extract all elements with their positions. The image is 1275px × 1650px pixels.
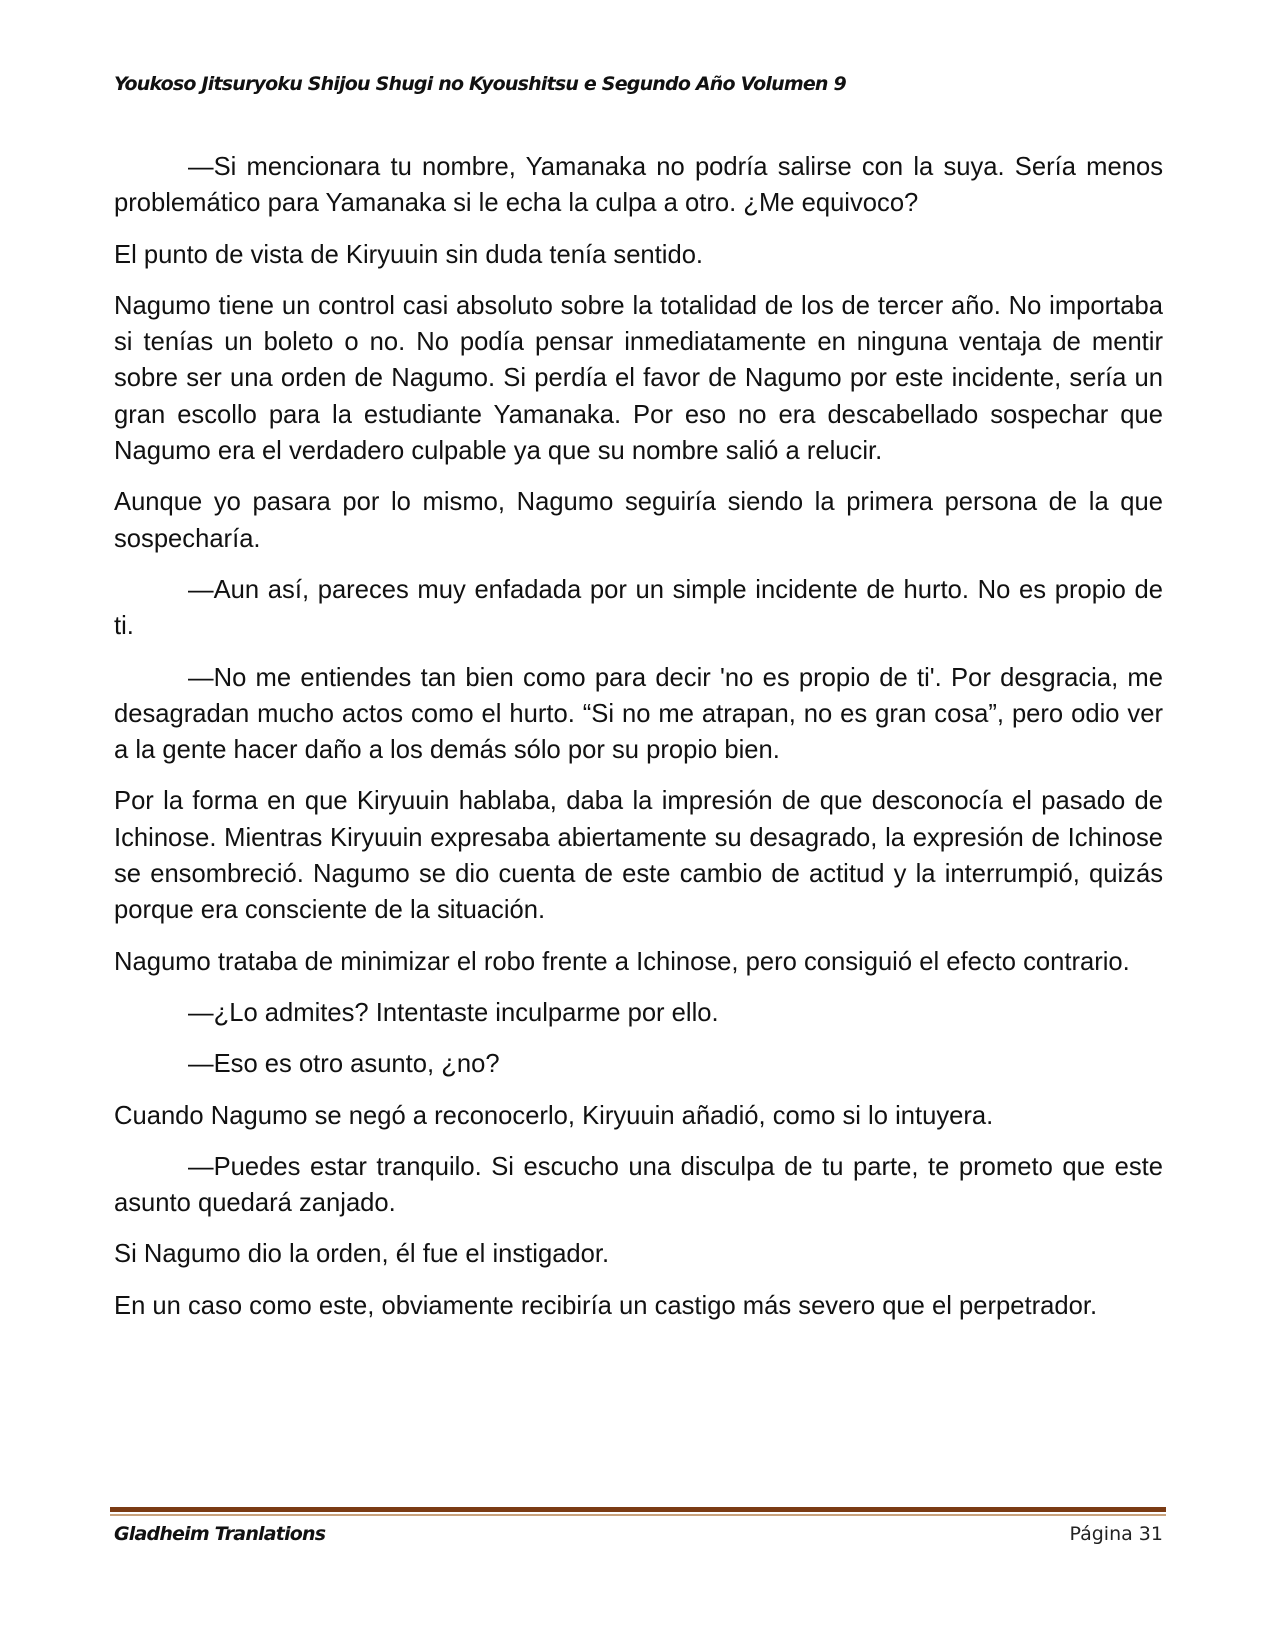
paragraph: —Puedes estar tranquilo. Si escucho una disculpa de tu parte, te prometo que este asunto quedará zanjado.: [114, 1152, 1163, 1218]
footer-rule-thin: [110, 1514, 1166, 1516]
page-body: [114, 149, 1163, 1339]
running-header: Youkoso Jitsuryoku Shijou Shugi no Kyoushitsu e Segundo Año Volumen 9: [114, 73, 846, 95]
page-number: Página 31: [1069, 1523, 1163, 1545]
paragraph: —Aun así, pareces muy enfadada por un simple incidente de hurto. No es propio de ti.: [114, 575, 1163, 641]
paragraph: —Eso es otro asunto, ¿no?: [188, 1050, 500, 1079]
paragraph: Por la forma en que Kiryuuin hablaba, daba la impresión de que desconocía el pasado de Ichinose. Mientras Kiryuuin expresaba abiertamente su desagrado, la expresión de Ichinose se ensombreció. Nagumo se dio cuenta de este cambio de actitud y la interrumpió, quizás porque era consciente de la situación.: [114, 787, 1163, 925]
paragraph: —¿Lo admites? Intentaste inculparme por ello.: [188, 998, 719, 1027]
paragraph: Cuando Nagumo se negó a reconocerlo, Kiryuuin añadió, como si lo intuyera.: [114, 1101, 994, 1130]
footer-publisher: Gladheim Tranlations: [114, 1523, 326, 1545]
paragraph: Aunque yo pasara por lo mismo, Nagumo seguiría siendo la primera persona de la que sospecharía.: [114, 488, 1163, 553]
paragraph: —Si mencionara tu nombre, Yamanaka no podría salirse con la suya. Sería menos problemático para Yamanaka si le echa la culpa a otro. ¿Me equivoco?: [114, 153, 1163, 218]
paragraph: Si Nagumo dio la orden, él fue el instigador.: [114, 1240, 610, 1269]
paragraph: Nagumo trataba de minimizar el robo frente a Ichinose, pero consiguió el efecto contrario.: [114, 947, 1130, 976]
paragraph: —No me entiendes tan bien como para decir 'no es propio de ti'. Por desgracia, me desagradan mucho actos como el hurto. “Si no me atrapan, no es gran cosa”, pero odio ver a la gente hacer daño a los demás sólo por su propio bien.: [114, 663, 1163, 765]
paragraph: El punto de vista de Kiryuuin sin duda tenía sentido.: [114, 240, 704, 269]
paragraph: Nagumo tiene un control casi absoluto sobre la totalidad de los de tercer año. No importaba si tenías un boleto o no. No podía pensar inmediatamente en ninguna ventaja de mentir sobre ser una orden de Nagumo. Si perdía el favor de Nagumo por este incidente, sería un gran escollo para la estudiante Yamanaka. Por eso no era descabellado sospechar que Nagumo era el verdadero culpable ya que su nombre salió a relucir.: [114, 291, 1163, 466]
paragraph: En un caso como este, obviamente recibiría un castigo más severo que el perpetrador.: [114, 1291, 1098, 1320]
footer-rule: [110, 1507, 1166, 1512]
